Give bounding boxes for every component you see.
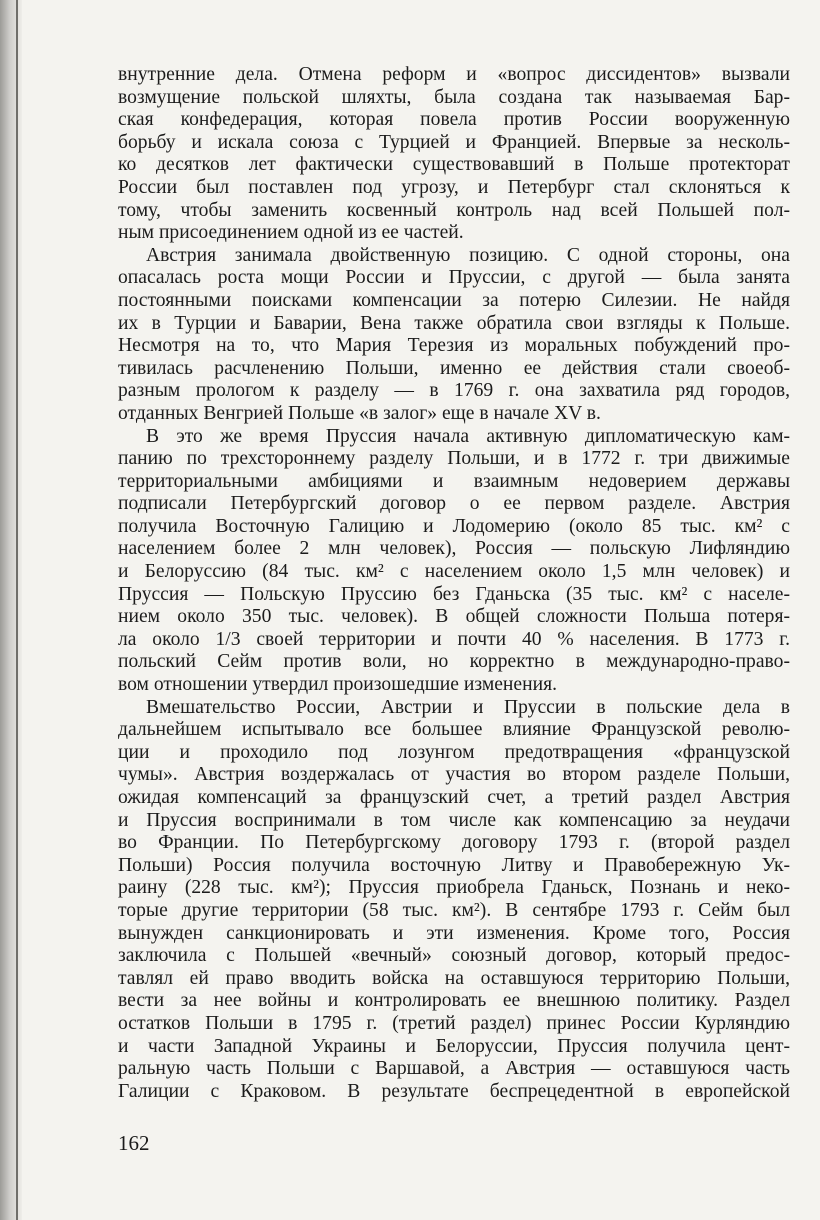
text-line: Галиции с Краковом. В результате беспрецедентной в европейской bbox=[118, 1080, 790, 1102]
text-line: польский Сейм против воли, но корректно в международно-право- bbox=[118, 651, 790, 673]
text-line: Пруссия — Польскую Пруссию без Гданьска (35 тыс. км² с населе- bbox=[118, 583, 790, 605]
text-line: вом отношении утвердил произошедшие изменения. bbox=[118, 674, 557, 696]
text-line: Несмотря на то, что Мария Терезия из моральных побуждений про- bbox=[118, 335, 790, 357]
text-line: тавлял ей право вводить войска на оставшуюся территорию Польши, bbox=[118, 967, 790, 989]
text-line: возмущение польской шляхты, была создана так называемая Бар- bbox=[118, 86, 790, 108]
text-line: тивилась расчленению Польши, именно ее действия стали своеоб- bbox=[118, 357, 790, 379]
text-line: ла около 1/3 своей территории и почти 40 % населения. В 1773 г. bbox=[118, 628, 790, 650]
text-line: во Франции. По Петербургскому договору 1793 г. (второй раздел bbox=[118, 832, 790, 854]
text-line: территориальными амбициями и взаимным недоверием державы bbox=[118, 470, 790, 492]
text-line: раину (228 тыс. км²); Пруссия приобрела Гданьск, Познань и неко- bbox=[118, 877, 790, 899]
text-line: чумы». Австрия воздержалась от участия во втором разделе Польши, bbox=[118, 764, 790, 786]
text-line: ожидая компенсаций за французский счет, а третий раздел Австрия bbox=[118, 787, 790, 808]
text-line: заключила с Польшей «вечный» союзный договор, который предос- bbox=[118, 945, 790, 967]
text-line: их в Турции и Баварии, Вена также обратила свои взгляды к Польше. bbox=[118, 312, 790, 334]
text-line: Польши) Россия получила восточную Литву и Правобережную Ук- bbox=[118, 854, 790, 876]
text-line: ральную часть Польши с Варшавой, а Австрия — оставшуюся часть bbox=[118, 1058, 790, 1080]
text-line: вести за нее войны и контролировать ее внешнюю политику. Раздел bbox=[118, 990, 790, 1012]
text-line: опасалась роста мощи России и Пруссии, с другой — была занята bbox=[118, 267, 790, 289]
text-line: дальнейшем испытывало все большее влияние Французской револю- bbox=[118, 719, 790, 741]
text-line: населением более 2 млн человек), Россия — польскую Лифляндию bbox=[118, 538, 790, 560]
text-line: и Белоруссию (84 тыс. км² с населением около 1,5 млн человек) и bbox=[118, 561, 790, 583]
page-edge-line bbox=[16, 0, 18, 1220]
text-line: ская конфедерация, которая повела против России вооруженную bbox=[118, 109, 790, 131]
text-line: борьбу и искала союза с Турцией и Францией. Впервые за несколь- bbox=[118, 131, 790, 153]
book-spine-shadow bbox=[0, 0, 22, 1220]
text-line: и Пруссия воспринимали в том числе как компенсацию за неудачи bbox=[118, 809, 790, 831]
text-line: торые другие территории (58 тыс. км²). В сентябре 1793 г. Сейм был bbox=[118, 899, 790, 921]
text-line: нием около 350 тыс. человек). В общей сложности Польша потеря- bbox=[118, 606, 790, 628]
page-number: 162 bbox=[118, 1131, 150, 1155]
text-line: внутренние дела. Отмена реформ и «вопрос диссидентов» вызвали bbox=[118, 64, 790, 85]
text-line: России был поставлен под угрозу, и Петербург стал склоняться к bbox=[118, 176, 790, 198]
text-line: Вмешательство России, Австрии и Пруссии в польские дела в bbox=[146, 696, 790, 718]
text-line: разным прологом к разделу — в 1769 г. она захватила ряд городов, bbox=[118, 380, 790, 402]
text-line: ко десятков лет фактически существовавший в Польше протекторат bbox=[118, 154, 790, 176]
text-line: получила Восточную Галицию и Лодомерию (около 85 тыс. км² с bbox=[118, 515, 790, 537]
text-line: Австрия занимала двойственную позицию. С одной стороны, она bbox=[146, 244, 790, 266]
text-line: и части Западной Украины и Белоруссии, Пруссия получила цент- bbox=[118, 1035, 790, 1057]
text-line: подписали Петербургский договор о ее первом разделе. Австрия bbox=[118, 493, 790, 515]
text-line: вынужден санкционировать и эти изменения. Кроме того, Россия bbox=[118, 922, 790, 944]
text-line: постоянными поисками компенсации за потерю Силезии. Не найдя bbox=[118, 289, 790, 311]
text-line: В это же время Пруссия начала активную дипломатическую кам- bbox=[146, 425, 790, 447]
text-line: тому, чтобы заменить косвенный контроль над всей Польшей пол- bbox=[118, 199, 790, 221]
text-line: остатков Польши в 1795 г. (третий раздел) принес России Курляндию bbox=[118, 1012, 790, 1034]
text-line: ным присоединением одной из ее частей. bbox=[118, 222, 464, 244]
text-line: панию по трехстороннему разделу Польши, и в 1772 г. три движимые bbox=[118, 448, 790, 470]
text-line: отданных Венгрией Польше «в залог» еще в начале XV в. bbox=[118, 402, 601, 424]
body-text bbox=[118, 64, 790, 1103]
text-line: ции и проходило под лозунгом предотвращения «французской bbox=[118, 741, 790, 763]
